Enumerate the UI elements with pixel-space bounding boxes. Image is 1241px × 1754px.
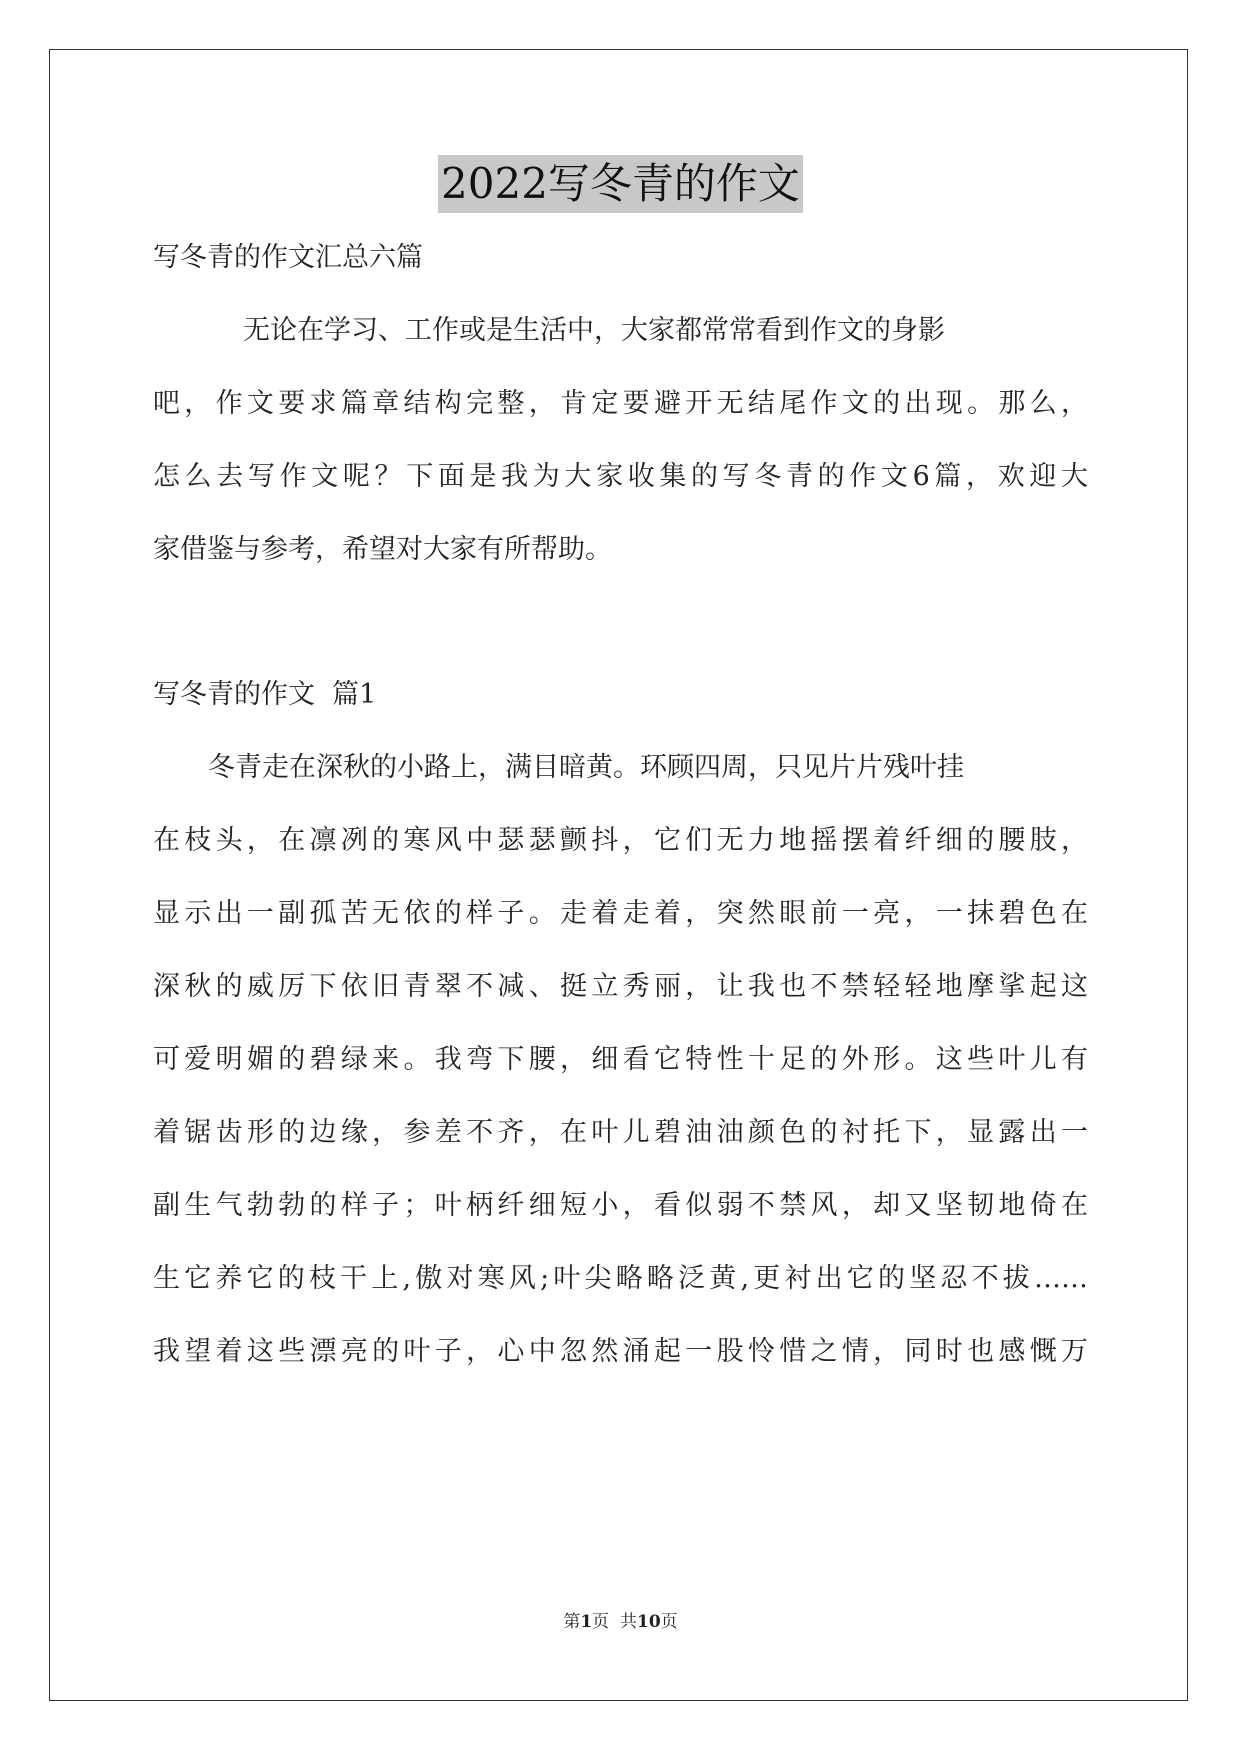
body-line: 我望着这些漂亮的叶子，心中忽然涌起一股怜惜之情，同时也感慨万 xyxy=(153,1336,1088,1367)
intro-line: 怎么去写作文呢？下面是我为大家收集的写冬青的作文6篇，欢迎大 xyxy=(153,461,1088,492)
document-title: 2022写冬青的作文 xyxy=(438,155,803,213)
footer-page-total: 10 xyxy=(636,1612,661,1632)
page-footer xyxy=(0,1610,1241,1634)
body-line: 冬青走在深秋的小路上，满目暗黄。环顾四周，只见片片残叶挂 xyxy=(208,752,964,783)
body-line: 副生气勃勃的样子；叶柄纤细短小，看似弱不禁风，却又坚韧地倚在 xyxy=(153,1190,1088,1221)
title-container xyxy=(0,155,1241,213)
body-line: 生它养它的枝干上,傲对寒风;叶尖略略泛黄,更衬出它的坚忍不拔…… xyxy=(153,1263,1088,1294)
intro-line: 无论在学习、工作或是生活中，大家都常常看到作文的身影 xyxy=(243,315,945,346)
footer-page-suffix: 页 xyxy=(660,1612,678,1632)
body-line: 深秋的威厉下依旧青翠不减、挺立秀丽，让我也不禁轻轻地摩挲起这 xyxy=(153,971,1088,1002)
section-heading: 写冬青的作文 篇1 xyxy=(153,679,377,710)
body-line: 着锯齿形的边缘，参差不齐，在叶儿碧油油颜色的衬托下，显露出一 xyxy=(153,1117,1088,1148)
document-subtitle: 写冬青的作文汇总六篇 xyxy=(153,242,423,273)
footer-page-current: 1 xyxy=(580,1612,593,1632)
body-line: 在枝头，在凛冽的寒风中瑟瑟颤抖，它们无力地摇摆着纤细的腰肢， xyxy=(153,825,1088,856)
intro-line: 家借鉴与参考，希望对大家有所帮助。 xyxy=(153,534,612,565)
body-line: 可爱明媚的碧绿来。我弯下腰，细看它特性十足的外形。这些叶儿有 xyxy=(153,1044,1088,1075)
footer-page-prefix: 第 xyxy=(563,1612,581,1632)
page-border xyxy=(49,49,1188,1701)
body-line: 显示出一副孤苦无依的样子。走着走着，突然眼前一亮，一抹碧色在 xyxy=(153,898,1088,929)
footer-page-mid: 页 共 xyxy=(592,1612,637,1632)
intro-line: 吧，作文要求篇章结构完整，肯定要避开无结尾作文的出现。那么， xyxy=(153,388,1088,419)
